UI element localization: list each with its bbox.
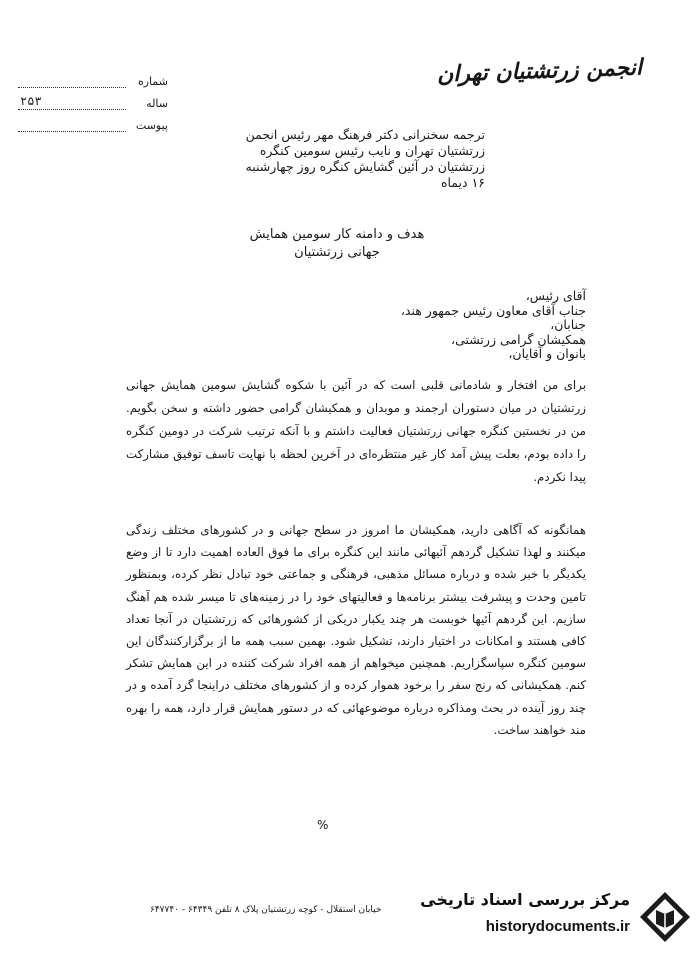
archive-watermark: [402, 888, 692, 946]
date-label: ساله: [146, 97, 168, 110]
number-label: شماره: [137, 75, 168, 88]
archive-book-icon: [638, 890, 692, 944]
number-field: [18, 73, 126, 88]
enclosure-row: [18, 110, 168, 132]
salutation-line: جنابان،: [550, 317, 586, 332]
heading-line: ترجمه سخنرانی دکتر فرهنگ مهر رئیس انجمن: [245, 127, 485, 142]
letterhead-logo: انجمن زرتشتیان تهران: [436, 54, 643, 88]
salutation-line: همکیشان گرامی زرتشتی،: [451, 331, 586, 347]
salutation-line: آقای رئیس،: [525, 288, 586, 303]
title-line: جهانی زرتشتیان: [294, 245, 380, 260]
date-value: ۲۵۳: [20, 94, 42, 108]
salutation-line: بانوان و آقایان،: [508, 346, 586, 361]
date-field: [18, 95, 126, 110]
heading-line: زرتشتیان تهران و نایب رئیس سومین کنگره: [259, 143, 485, 158]
letter-metadata: [18, 66, 168, 132]
speech-title: [217, 226, 457, 262]
number-row: [18, 66, 168, 88]
heading-line: زرتشتیان در آئین گشایش کنگره روز چهارشنبه: [245, 159, 485, 174]
salutation: [286, 289, 586, 362]
body-paragraph-2: همانگونه که آگاهی دارید، همکیشان ما امروز در سطح جهانی و در کشورهای مختلف زندگی میکنند و لهذا تشکیل گردهم آئیهائی مانند این کنگره برای ما فوق العاده اهمیت دارد تا از وضع یکدیگر با خبر شده و درباره مسائل مذهبی، فرهنگی و جماعتی خود تبادل نظر کرده، وبمنظور تامین وحدت و پیشرفت بیشتر برنامه‌ها و فعالیتهای خود را در زمینه‌های تا میسر شده هم آهنگ سازیم. این گردهم آئیها خوبست هر چند یکبار دریکی از کشورهائی که زرتشتیان در آنجا تعداد کافی هستند و امکانات در اختیار دارند، تشکیل شود. بهمین سبب همه ما از برگزارکنندگان این سومین کنگره سپاسگزاریم. همچنین میخواهم از همه افراد شرکت کننده در این همایش تشکر کنم. همکیشانی که رنج سفر را برخود هموار کرده و از کشورهای مختلف دراینجا گرد آمده و در چند روز آینده در بحث ومذاکره درباره موضوعهائی که در دستور همایش قرار دارد، همه را بهره مند خواهند ساخت.: [126, 523, 586, 737]
title-line: هدف و دامنه کار سومین همایش: [249, 227, 425, 242]
page-mark: %: [317, 818, 329, 832]
footer-address: خیابان استقلال - کوچه زرتشتیان پلاک ۸ تلفن ۶۴۳۴۹ - ۶۴۷۷۴۰: [150, 905, 382, 915]
speech-heading: [205, 127, 485, 191]
enclosure-label: پیوست: [135, 119, 168, 132]
salutation-line: جناب آقای معاون رئیس جمهور هند،: [400, 302, 586, 318]
body-paragraph-1: برای من افتخار و شادمانی قلبی است که در آئین با شکوه گشایش سومین همایش جهانی زرتشتیان در میان دستوران ارجمند و موبدان و همکیشان گرامی حضور داشته و سخن بگویم. من در نخستین کنگره جهانی زرتشتیان فعالیت داشتم و با آنکه ترتیب شرکت در دومین کنگره را داده بودم، بعلت پیش آمد کار غیر منتظره‌ای در آخرین لحظه با نهایت تاسف توفیق مشارکت پیدا نکردم.: [126, 378, 586, 484]
enclosure-field: [18, 117, 126, 132]
watermark-url: historydocuments.ir: [485, 918, 630, 935]
watermark-title: مرکز بررسی اسناد تاریخی: [420, 890, 630, 909]
date-row: [18, 88, 168, 110]
heading-line: ۱۶ دیماه: [440, 175, 485, 190]
